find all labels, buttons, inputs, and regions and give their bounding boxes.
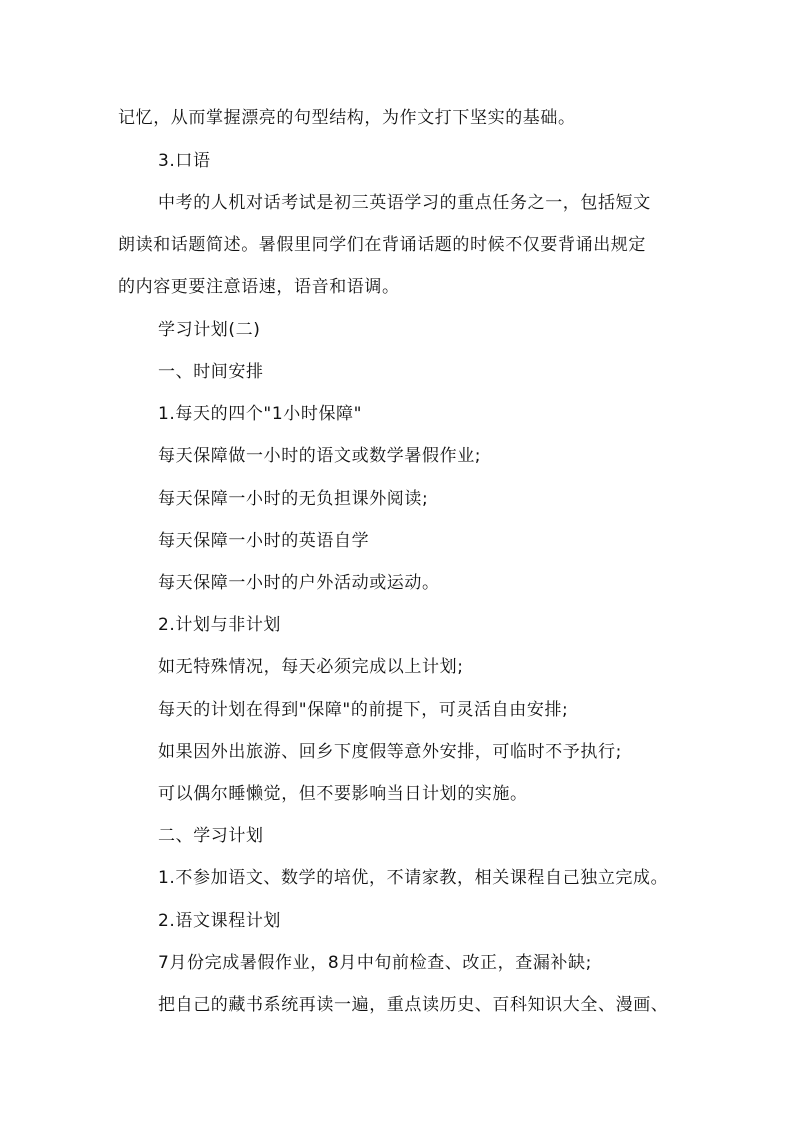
- list-item: 可以偶尔睡懒觉，但不要影响当日计划的实施。: [158, 784, 528, 804]
- list-item: 7月份完成暑假作业，8月中旬前检查、改正，查漏补缺;: [158, 953, 592, 973]
- list-item: 每天保障一小时的无负担课外阅读;: [158, 489, 429, 509]
- list-item: 如无特殊情况，每天必须完成以上计划;: [158, 657, 464, 677]
- text-line-4: 朗读和话题简述。暑假里同学们在背诵话题的时候不仅要背诵出规定: [118, 235, 646, 255]
- list-item: 如果因外出旅游、回乡下度假等意外安排，可临时不予执行;: [158, 742, 622, 762]
- list-item: 每天保障做一小时的语文或数学暑假作业;: [158, 446, 482, 466]
- section-heading-study: 二、学习计划: [158, 826, 264, 846]
- subheading-daily-hours: 1.每天的四个"1小时保障": [158, 404, 363, 424]
- list-item: 每天的计划在得到"保障"的前提下，可灵活自由安排;: [158, 700, 569, 720]
- section-heading-oral: 3.口语: [158, 151, 211, 171]
- text-line-3: 中考的人机对话考试是初三英语学习的重点任务之一，包括短文: [158, 193, 651, 213]
- text-line-1: 记忆，从而掌握漂亮的句型结构，为作文打下坚实的基础。: [118, 108, 576, 128]
- subheading-chinese-plan: 2.语文课程计划: [158, 911, 282, 931]
- section-heading-time: 一、时间安排: [158, 362, 264, 382]
- subheading-plan-nonplan: 2.计划与非计划: [158, 615, 282, 635]
- list-item: 1.不参加语文、数学的培优，不请家教，相关课程自己独立完成。: [158, 868, 669, 888]
- doc-title-study-plan-2: 学习计划(二): [158, 320, 261, 340]
- text-line-5: 的内容更要注意语速，语音和语调。: [118, 277, 400, 297]
- list-item: 每天保障一小时的户外活动或运动。: [158, 573, 440, 593]
- list-item: 每天保障一小时的英语自学: [158, 531, 370, 551]
- list-item: 把自己的藏书系统再读一遍，重点读历史、百科知识大全、漫画、: [158, 995, 669, 1015]
